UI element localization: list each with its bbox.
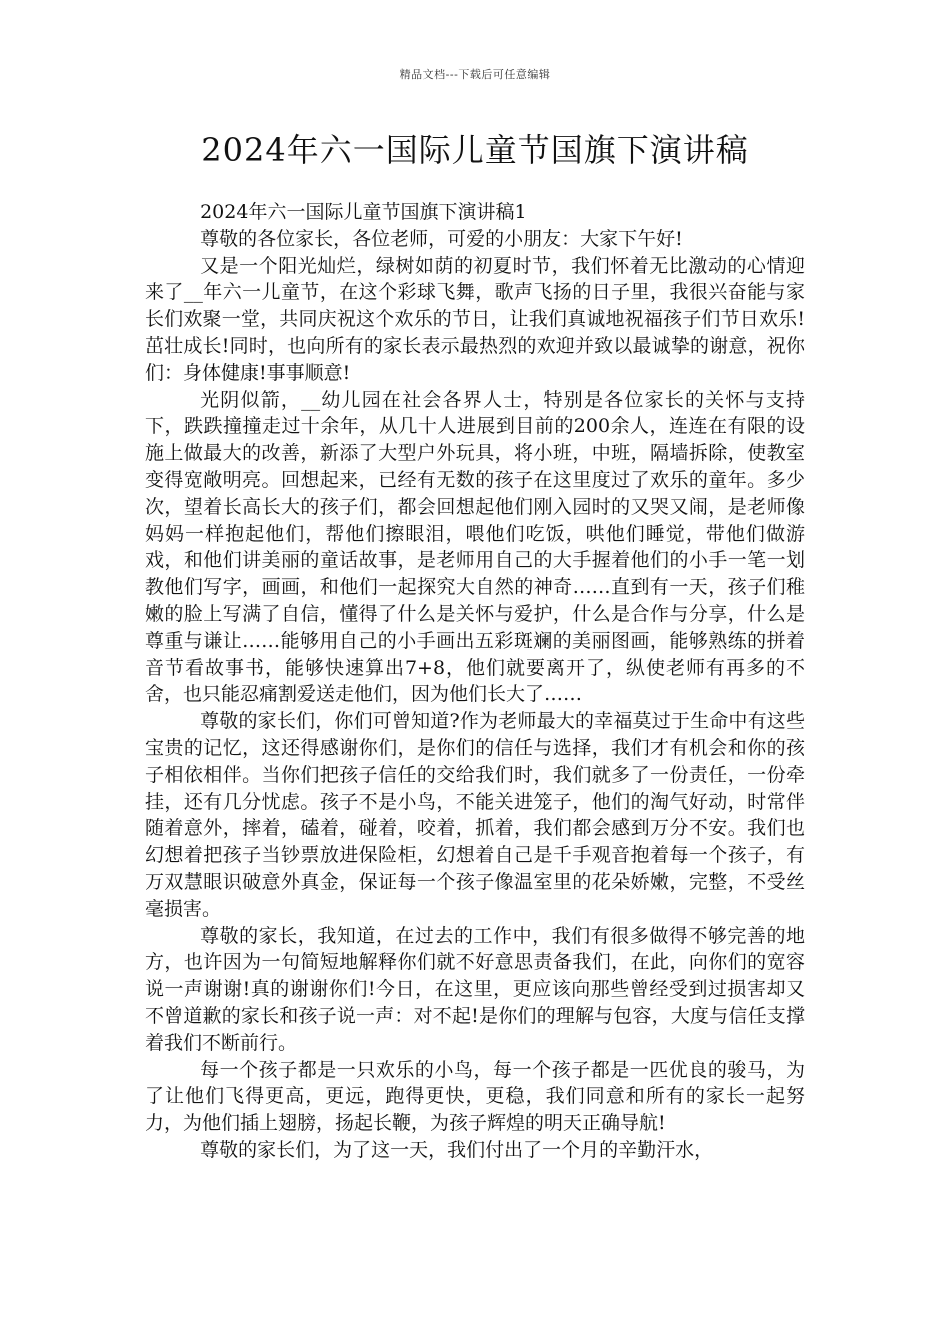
paragraph: 尊敬的家长们，你们可曾知道?作为老师最大的幸福莫过于生命中有这些宝贵的记忆，这还得感谢你们，是你们的信任与选择，我们才有机会和你的孩子相依相伴。当你们把孩子信任的交给我们时，我们就多了一份责任，一份牵挂，还有几分忧虑。孩子不是小鸟，不能关进笼子，他们的淘气好动，时常伴随着意外，摔着，磕着，碰着，咬着，抓着，我们都会感到万分不安。我们也幻想着把孩子当钞票放进保险柜，幻想着自己是千手观音抱着每一个孩子，有万双慧眼识破意外真金，保证每一个孩子像温室里的花朵娇嫩，完整，不受丝毫损害。 bbox=[145, 710, 805, 920]
paragraph: 尊敬的各位家长，各位老师，可爱的小朋友：大家下午好! bbox=[200, 227, 683, 250]
document-title: 2024年六一国际儿童节国旗下演讲稿 bbox=[201, 131, 749, 169]
paragraph: 尊敬的家长们，为了这一天，我们付出了一个月的辛勤汗水， bbox=[200, 1138, 714, 1161]
header-note: 精品文档---下载后可任意编辑 bbox=[399, 68, 551, 81]
paragraph: 尊敬的家长，我知道，在过去的工作中，我们有很多做得不够完善的地方，也许因为一句简短地解释你们就不好意思责备我们，在此，向你们的宽容说一声谢谢!真的谢谢你们!今日，在这里，更应该向那些曾经受到过损害却又不曾道歉的家长和孩子说一声：对不起!是你们的理解与包容，大度与信任支撑着我们不断前行。 bbox=[145, 924, 805, 1054]
paragraph: 2024年六一国际儿童节国旗下演讲稿1 bbox=[200, 201, 527, 223]
paragraph: 光阴似箭，__幼儿园在社会各界人士，特别是各位家长的关怀与支持下，跌跌撞撞走过十余年，从几十人进展到目前的200余人，连连在有限的设施上做最大的改善，新添了大型户外玩具，将小班，中班，隔墙拆除，使教室变得宽敞明亮。回想起来，已经有无数的孩子在这里度过了欢乐的童年。多少次，望着长高长大的孩子们，都会回想起他们刚入园时的又哭又闹，是老师像妈妈一样抱起他们，帮他们擦眼泪，喂他们吃饭，哄他们睡觉，带他们做游戏，和他们讲美丽的童话故事，是老师用自己的大手握着他们的小手一笔一划教他们写字，画画，和他们一起探究大自然的神奇……直到有一天，孩子们稚嫩的脸上写满了自信，懂得了什么是关怀与爱护，什么是合作与分享，什么是尊重与谦让……能够用自己的小手画出五彩斑斓的美丽图画，能够熟练的拼着音节看故事书，能够快速算出7+8，他们就要离开了，纵使老师有再多的不舍，也只能忍痛割爱送走他们，因为他们长大了…… bbox=[145, 388, 805, 706]
paragraph: 又是一个阳光灿烂，绿树如荫的初夏时节，我们怀着无比激动的心情迎来了__年六一儿童节，在这个彩球飞舞，歌声飞扬的日子里，我很兴奋能与家长们欢聚一堂，共同庆祝这个欢乐的节日，让我们真诚地祝福孩子们节日欢乐!茁壮成长!同时，也向所有的家长表示最热烈的欢迎并致以最诚挚的谢意，祝你们：身体健康!事事顺意! bbox=[145, 254, 805, 384]
document-body bbox=[145, 199, 805, 1164]
paragraph: 每一个孩子都是一只欢乐的小鸟，每一个孩子都是一匹优良的骏马，为了让他们飞得更高，更远，跑得更快，更稳，我们同意和所有的家长一起努力，为他们插上翅膀，扬起长鞭，为孩子辉煌的明天正确导航! bbox=[145, 1058, 805, 1135]
